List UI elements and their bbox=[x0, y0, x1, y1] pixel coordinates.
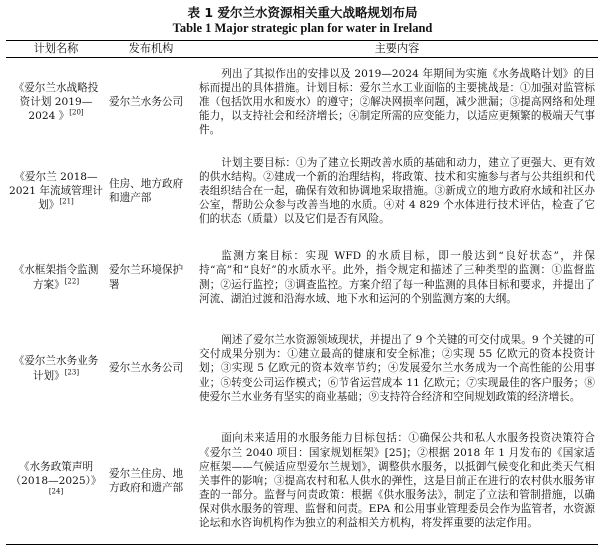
table-title-chinese: 表 1 爱尔兰水资源相关重大战略规划布局 bbox=[187, 5, 418, 20]
content-cell: 计划主要目标：①为了建立长期改善水质的基础和动力，建立了更强大、更有效的供水结构。②建成一个新的治理结构，将政策、技术和实施参与者与公共组织和代表组织结合在一起，确保有效和协调地采取措施。③新成立的地方政府水域和社区办公室，帮助公众参与改善当地的水质。④对 4 829 个水体进行技术评估，检查了它们的状态（质量）以及它们是否有风险。 bbox=[199, 156, 595, 226]
table-caption bbox=[0, 4, 605, 36]
content-cell: 面向未来适用的水服务能力目标包括：①确保公共和私人水服务投资决策符合《爱尔兰 2040 项目：国家规划框架》[25]；②根据 2018 年 1 月发布的《国家适应框架——气候适应型爱尔兰规划》，调整供水服务，以抵御气候变化和此类天气相关事件的影响；③提高农村和私人供水的弹性，这是目前正在进行的农村供水服务审查的一部分。监督与问责政策：根据《供水服务法》，制定了立法和管制措施，以确保对供水服务的管理、监督和问责。EPA 和公用事业管理委员会作为监管者，水资源论坛和水咨询机构作为独立的利益相关方机构，将发挥重要的法定作用。 bbox=[196, 418, 598, 545]
table-row bbox=[6, 418, 598, 545]
column-header-plan-name: 计划名称 bbox=[6, 41, 106, 58]
plan-reference: [23] bbox=[64, 367, 80, 376]
plan-name: 《爱尔兰 2018—2021 年流域管理计划》 bbox=[9, 170, 103, 212]
publisher-cell: 爱尔兰环境保护署 bbox=[109, 264, 184, 291]
table-row bbox=[6, 58, 598, 147]
plan-name-cell bbox=[6, 147, 106, 236]
publisher-cell: 住房、地方政府和遗产部 bbox=[109, 177, 184, 204]
table-row bbox=[6, 236, 598, 320]
strategic-plan-table bbox=[6, 40, 598, 545]
plan-name-cell bbox=[6, 320, 106, 418]
plan-name-cell bbox=[6, 236, 106, 320]
table-title-english: Table 1 Major strategic plan for water in Ireland bbox=[172, 21, 433, 35]
table-header-row bbox=[6, 41, 598, 58]
plan-name: 《水务政策声明（2018—2025）》 bbox=[10, 460, 102, 487]
plan-name-cell bbox=[6, 418, 106, 545]
column-header-org: 发布机构 bbox=[106, 41, 196, 58]
plan-reference: [20] bbox=[69, 108, 84, 117]
plan-name: 《爱尔兰水战略投资计划 2019—2024 》 bbox=[13, 82, 99, 123]
plan-name: 《水框架指令监测方案》 bbox=[13, 264, 99, 291]
content-cell: 监测方案目标：实现 WFD 的水质目标，即一般达到“良好状态”，并保持“高”和“良好”的水质水平。此外，指令规定和描述了三种类型的监测：①监督监测；②运行监控；③调查监控。方案介绍了每一种监测的具体目标和要求，并提出了河流、湖泊过渡和沿海水域、地下水和运河的个别监测方案的大纲。 bbox=[199, 250, 595, 305]
table-row bbox=[6, 320, 598, 418]
publisher-cell: 爱尔兰住房、地方政府和遗产部 bbox=[106, 418, 196, 545]
table-row bbox=[6, 147, 598, 236]
plan-reference: [24] bbox=[48, 487, 64, 496]
plan-reference: [21] bbox=[59, 197, 74, 206]
plan-reference: [22] bbox=[64, 276, 80, 285]
publisher-cell: 爱尔兰水务公司 bbox=[109, 362, 184, 375]
plan-name: 《爱尔兰水务业务计划》 bbox=[13, 355, 99, 382]
publisher-cell: 爱尔兰水务公司 bbox=[109, 96, 184, 109]
content-cell: 列出了其拟作出的安排以及 2019—2024 年期间为实施《水务战略计划》的目标而提出的具体措施。计划目标：爱尔兰水工业面临的主要挑战是：①加强对监管标准（包括饮用水和废水）的遵守；②解决网损率问题，减少泄漏；③提高网络和处理能力，以支持社会和经济增长；④制定所需的应变能力，以适应更频繁的极端天气事件。 bbox=[199, 68, 595, 137]
content-cell: 阐述了爱尔兰水资源领域现状，并提出了 9 个关键的可交付成果。9 个关键的可交付成果分别为：①建立最高的健康和安全标准；②实现 55 亿欧元的资本投资计划；③实现 5 亿欧元的资本效率节约；④发展爱尔兰水务成为一个高性能的公用事业；⑤转变公司运作模式；⑥节省运营成本 11 亿欧元；⑦实现最佳的客户服务；⑧使爱尔兰水业务有坚实的商业基础；⑨支持符合经济和空间规划政策的经济增长。 bbox=[199, 334, 595, 403]
column-header-content: 主要内容 bbox=[196, 41, 598, 58]
plan-name-cell bbox=[6, 58, 106, 147]
